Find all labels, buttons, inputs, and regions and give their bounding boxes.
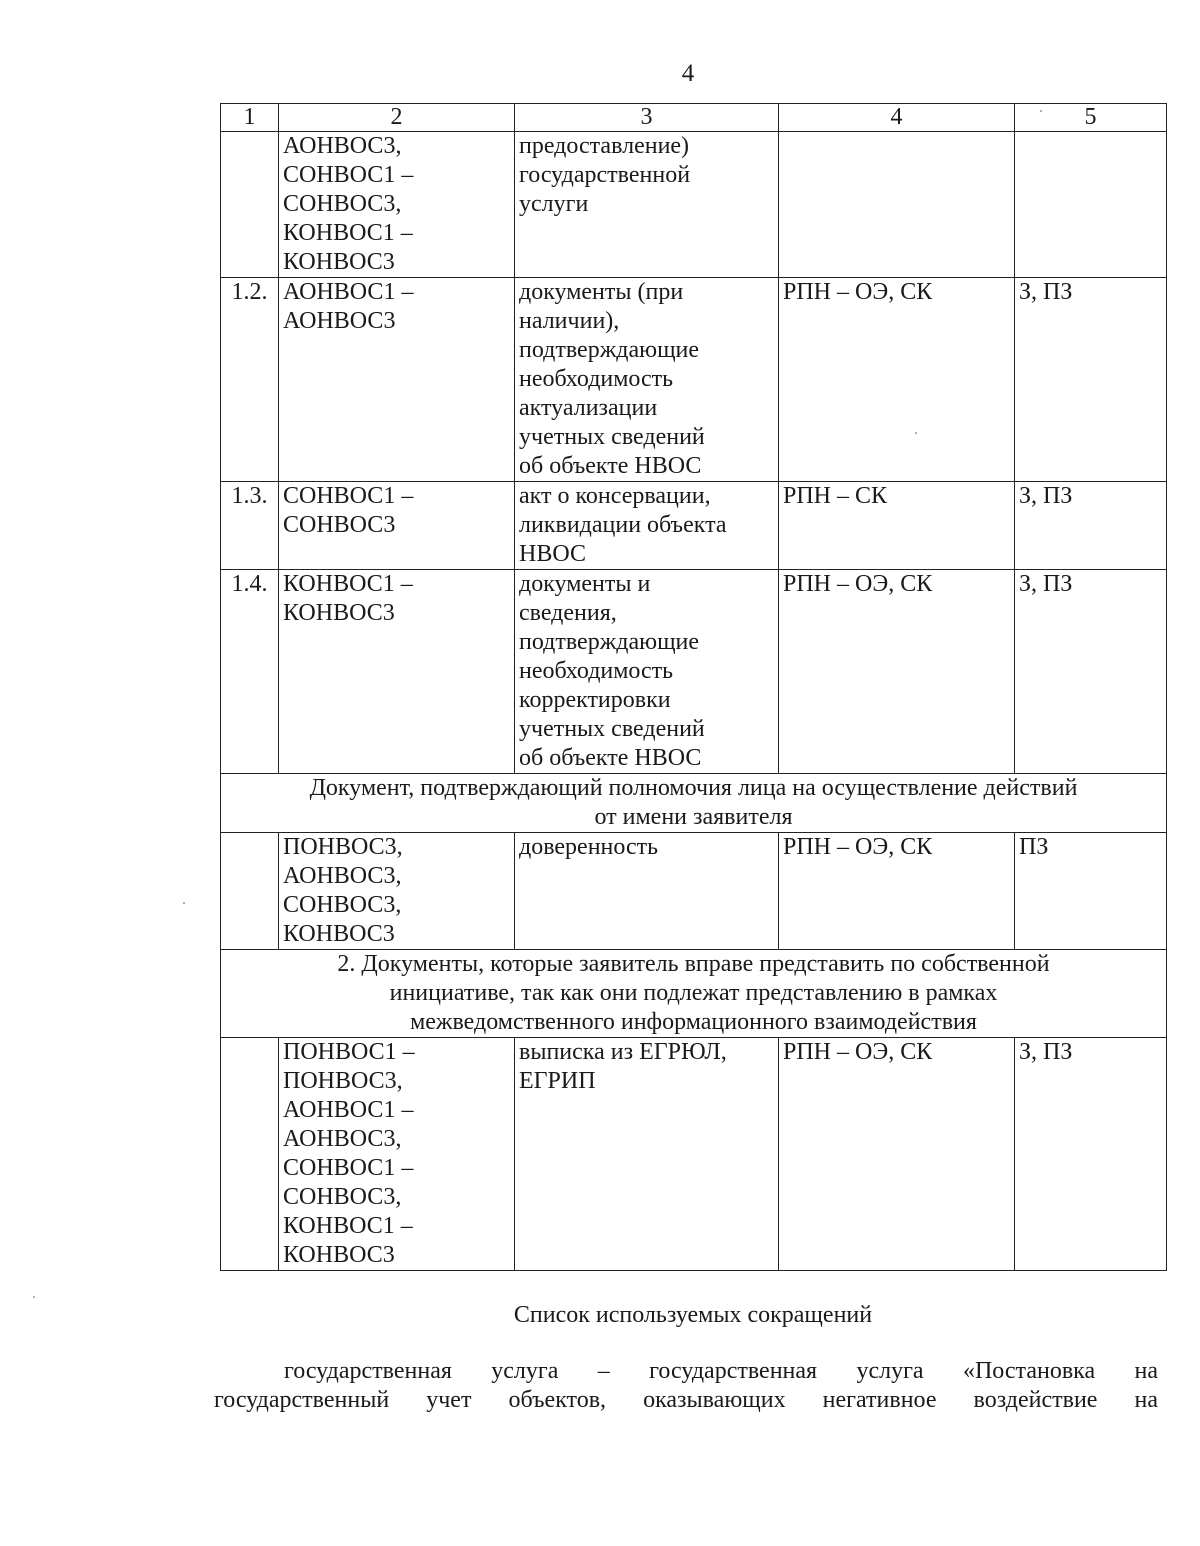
code-line: КОНВОС3 — [283, 249, 395, 275]
code-line: АОНВОС3, — [283, 133, 402, 159]
scan-speck — [183, 902, 185, 904]
scan-speck — [33, 1296, 35, 1298]
document-cell — [515, 1038, 779, 1271]
section-heading-line: межведомственного информационного взаимодействия — [410, 1009, 977, 1035]
code-line: КОНВОС3 — [283, 921, 395, 947]
scan-speck — [1040, 110, 1042, 112]
code-line: КОНВОС1 – — [283, 220, 413, 246]
row-number-cell: 1.4. — [221, 570, 279, 774]
codes-cell — [279, 278, 515, 482]
source-cell: РПН – СК — [779, 482, 1015, 570]
source-cell — [779, 132, 1015, 278]
row-number-cell — [221, 833, 279, 950]
code-line: КОНВОС3 — [283, 600, 395, 626]
code-line: АОНВОС3, — [283, 1126, 402, 1152]
table-row — [221, 278, 1167, 482]
table-header-row — [221, 104, 1167, 132]
table-row — [221, 482, 1167, 570]
document-line: наличии), — [519, 308, 620, 334]
row-number-cell: 1.3. — [221, 482, 279, 570]
source-cell: РПН – ОЭ, СК — [779, 833, 1015, 950]
document-cell — [515, 132, 779, 278]
form-cell — [1015, 132, 1167, 278]
document-line: доверенность — [519, 834, 659, 860]
document-line: учетных сведений — [519, 424, 705, 450]
table-row — [221, 1038, 1167, 1271]
form-cell: З, ПЗ — [1015, 570, 1167, 774]
document-line: учетных сведений — [519, 716, 705, 742]
header-cell-4: 4 — [779, 104, 1015, 132]
document-line: предоставление) — [519, 133, 690, 159]
code-line: АОНВОС1 – — [283, 279, 414, 305]
section-heading-line: инициативе, так как они подлежат представлению в рамках — [389, 980, 998, 1006]
document-line: актуализации — [519, 395, 658, 421]
document-line: сведения, — [519, 600, 617, 626]
document-line: необходимость — [519, 658, 674, 684]
document-line: выписка из ЕГРЮЛ, — [519, 1039, 727, 1065]
abbreviations-paragraph — [214, 1357, 1158, 1415]
form-cell: ПЗ — [1015, 833, 1167, 950]
table-row — [221, 833, 1167, 950]
code-line: СОНВОС3, — [283, 1184, 402, 1210]
scan-speck — [915, 432, 917, 434]
header-cell-5: 5 — [1015, 104, 1167, 132]
code-line: СОНВОС1 – — [283, 483, 414, 509]
codes-cell — [279, 1038, 515, 1271]
document-line: государственной — [519, 162, 691, 188]
abbreviations-title: Список используемых сокращений — [513, 1302, 873, 1328]
document-line: ЕГРИП — [519, 1068, 596, 1094]
document-line: подтверждающие — [519, 629, 700, 655]
document-line: НВОС — [519, 541, 586, 567]
document-line: документы (при — [519, 279, 684, 305]
form-cell: З, ПЗ — [1015, 482, 1167, 570]
code-line: ПОНВОС3, — [283, 1068, 403, 1094]
code-line: КОНВОС1 – — [283, 571, 413, 597]
documents-table-body — [221, 104, 1167, 1271]
document-line: необходимость — [519, 366, 674, 392]
form-cell: З, ПЗ — [1015, 278, 1167, 482]
source-cell: РПН – ОЭ, СК — [779, 570, 1015, 774]
header-cell-3: 3 — [515, 104, 779, 132]
document-cell — [515, 482, 779, 570]
document-line: об объекте НВОС — [519, 453, 702, 479]
form-cell: З, ПЗ — [1015, 1038, 1167, 1271]
section-heading-line: от имени заявителя — [594, 804, 793, 830]
source-cell: РПН – ОЭ, СК — [779, 278, 1015, 482]
document-cell — [515, 570, 779, 774]
section-heading-cell — [221, 950, 1167, 1038]
section-heading-line: Документ, подтверждающий полномочия лица на осуществление действий — [309, 775, 1078, 801]
document-line: документы и — [519, 571, 651, 597]
code-line: КОНВОС3 — [283, 1242, 395, 1268]
table-section-row — [221, 950, 1167, 1038]
code-line: СОНВОС3, — [283, 191, 402, 217]
header-cell-2: 2 — [279, 104, 515, 132]
code-line: АОНВОС3, — [283, 863, 402, 889]
code-line: СОНВОС1 – — [283, 162, 414, 188]
code-line: АОНВОС1 – — [283, 1097, 414, 1123]
source-cell: РПН – ОЭ, СК — [779, 1038, 1015, 1271]
document-line: ликвидации объекта — [519, 512, 727, 538]
paragraph-line: государственная услуга – государственная услуга «Постановка на — [284, 1358, 1158, 1384]
document-line: об объекте НВОС — [519, 745, 702, 771]
row-number-cell — [221, 132, 279, 278]
codes-cell — [279, 482, 515, 570]
document-cell — [515, 833, 779, 950]
code-line: ПОНВОС1 – — [283, 1039, 415, 1065]
document-line: услуги — [519, 191, 589, 217]
documents-table — [220, 103, 1167, 1271]
document-line: корректировки — [519, 687, 671, 713]
codes-cell — [279, 833, 515, 950]
document-cell — [515, 278, 779, 482]
page-number: 4 — [681, 60, 695, 87]
document-line: акт о консервации, — [519, 483, 711, 509]
row-number-cell: 1.2. — [221, 278, 279, 482]
code-line: СОНВОС3 — [283, 512, 396, 538]
code-line: АОНВОС3 — [283, 308, 396, 334]
code-line: СОНВОС3, — [283, 892, 402, 918]
code-line: СОНВОС1 – — [283, 1155, 414, 1181]
section-heading-line: 2. Документы, которые заявитель вправе представить по собственной — [337, 951, 1050, 977]
table-row — [221, 132, 1167, 278]
code-line: ПОНВОС3, — [283, 834, 403, 860]
row-number-cell — [221, 1038, 279, 1271]
section-heading-cell — [221, 774, 1167, 833]
codes-cell — [279, 132, 515, 278]
code-line: КОНВОС1 – — [283, 1213, 413, 1239]
table-section-row — [221, 774, 1167, 833]
paragraph-line: государственный учет объектов, оказывающих негативное воздействие на — [214, 1387, 1158, 1413]
header-cell-1: 1 — [221, 104, 279, 132]
document-line: подтверждающие — [519, 337, 700, 363]
table-row — [221, 570, 1167, 774]
codes-cell — [279, 570, 515, 774]
